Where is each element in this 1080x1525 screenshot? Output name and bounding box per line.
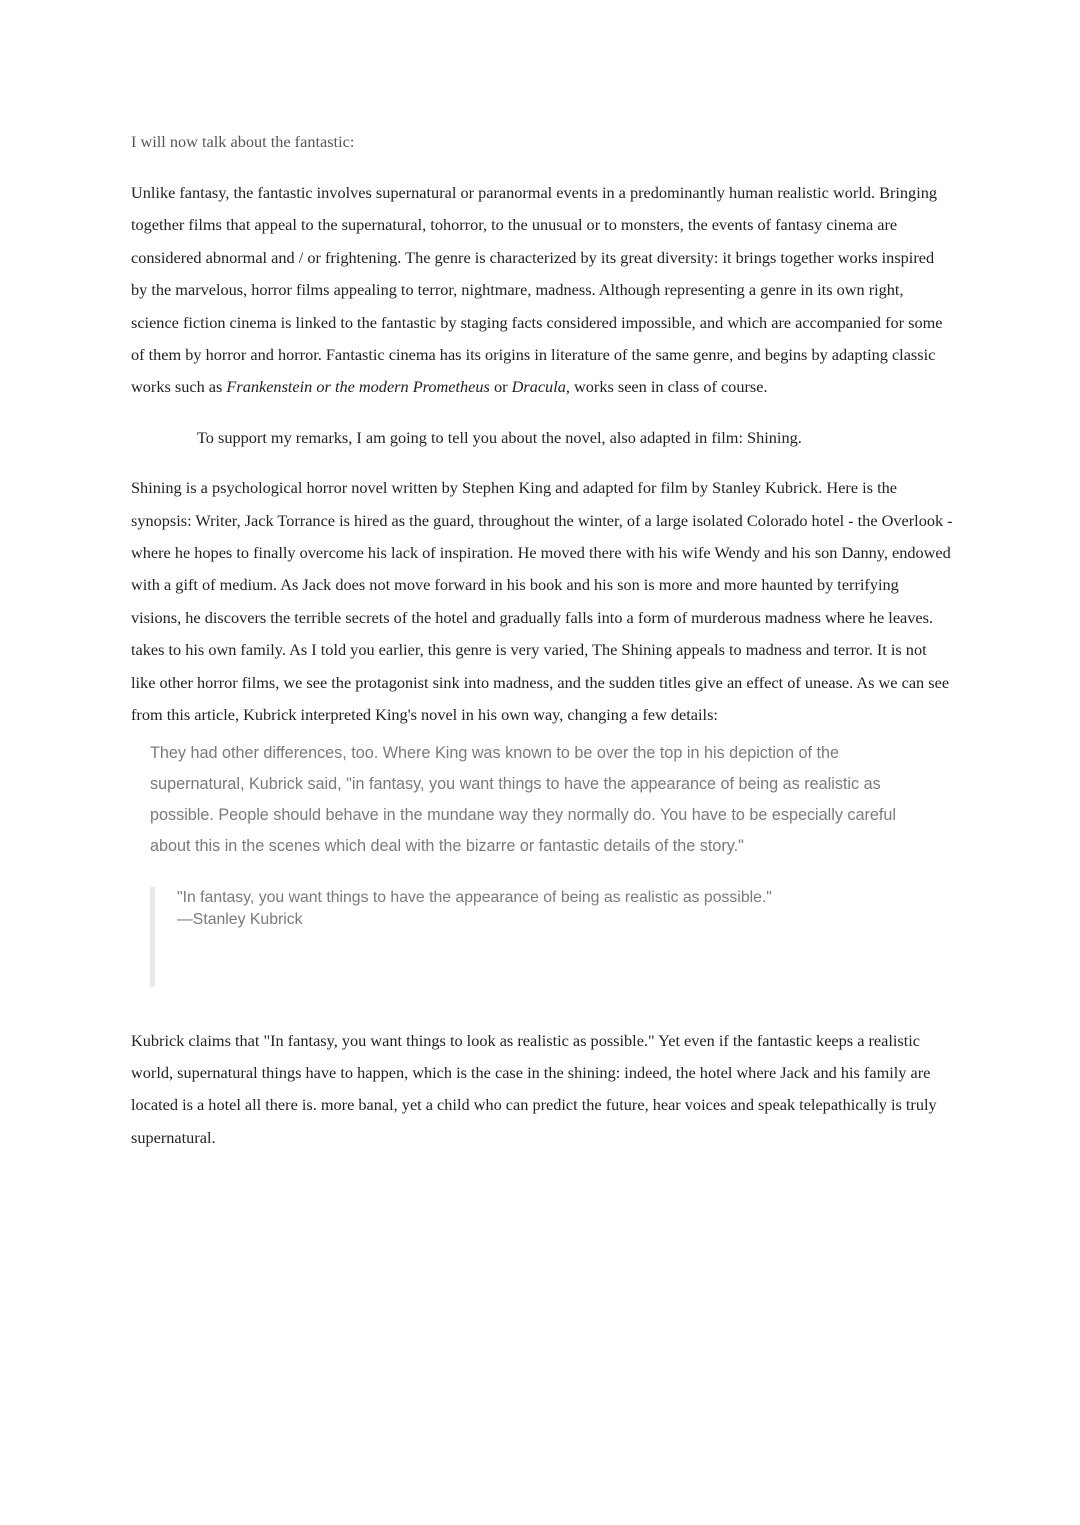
paragraph-kubrick-claim: Kubrick claims that "In fantasy, you want things to look as realistic as possible." Yet even if the fantastic keeps a realistic world, supernatural things have to happen, which is the case in the shining: indeed, the hotel where Jack and his family are located is a hotel all there is. more banal, yet a child who can predict the future, hear voices and speak telepathically is truly supernatural.	[131, 1030, 937, 1147]
article-quote-text: They had other differences, too. Where King was known to be over the top in his depiction of the supernatural, Kubrick said, "in fantasy, you want things to have the appearance of being as realistic as possible. People should behave in the mundane way they normally do. You have to be especially careful about this in the scenes which deal with the bizarre or fantastic details of the story."	[150, 743, 897, 855]
work-title-dracula: Dracula	[511, 377, 566, 397]
article-quote	[131, 738, 953, 862]
document-body	[131, 128, 953, 1154]
intro-line: I will now talk about the fantastic:	[131, 132, 355, 151]
paragraph-support-remarks: To support my remarks, I am going to tell you about the novel, also adapted in film: Shining.	[197, 427, 802, 447]
pull-quote-text: "In fantasy, you want things to have the appearance of being as realistic as possible."	[177, 888, 772, 906]
paragraph-text: Unlike fantasy, the fantastic involves supernatural or paranormal events in a predominantly human realistic world. Bringing together films that appeal to the supernatural, tohorror, to the unusual or to monsters, the events of fantasy cinema are considered abnormal and / or frightening. The genre is characterized by its great diversity: it brings together works inspired by the marvelous, horror films appealing to terror, nightmare, madness. Although representing a genre in its own right, science fiction cinema is linked to the fantastic by staging facts considered impossible, and which are accompanied for some of them by horror and horror. Fantastic cinema has its origins in literature of the same genre, and begins by adapting classic works such as	[131, 183, 943, 397]
spacer	[131, 987, 953, 1025]
paragraph-fantastic-definition	[131, 177, 953, 404]
paragraph-text: , works seen in class of course.	[565, 377, 768, 397]
pull-quote-attribution: —Stanley Kubrick	[177, 910, 303, 928]
work-title-frankenstein: Frankenstein or the modern Prometheus	[226, 377, 490, 397]
paragraph-shining-synopsis: Shining is a psychological horror novel written by Stephen King and adapted for film by Stanley Kubrick. Here is the synopsis: Writer, Jack Torrance is hired as the guard, throughout the winter, of a large isolated Colorado hotel - the Overlook - where he hopes to finally overcome his lack of inspiration. He moved there with his wife Wendy and his son Danny, endowed with a gift of medium. As Jack does not move forward in his book and his son is more and more haunted by terrifying visions, he discovers the terrible secrets of the hotel and gradually falls into a form of murderous madness where he leaves. takes to his own family. As I told you earlier, this genre is very varied, The Shining appeals to madness and terror. It is not like other horror films, we see the protagonist sink into madness, and the sudden titles give an effect of unease. As we can see from this article, Kubrick interpreted King's novel in his own way, changing a few details:	[131, 478, 953, 725]
paragraph-text: or	[489, 377, 512, 397]
pull-quote	[150, 887, 953, 987]
